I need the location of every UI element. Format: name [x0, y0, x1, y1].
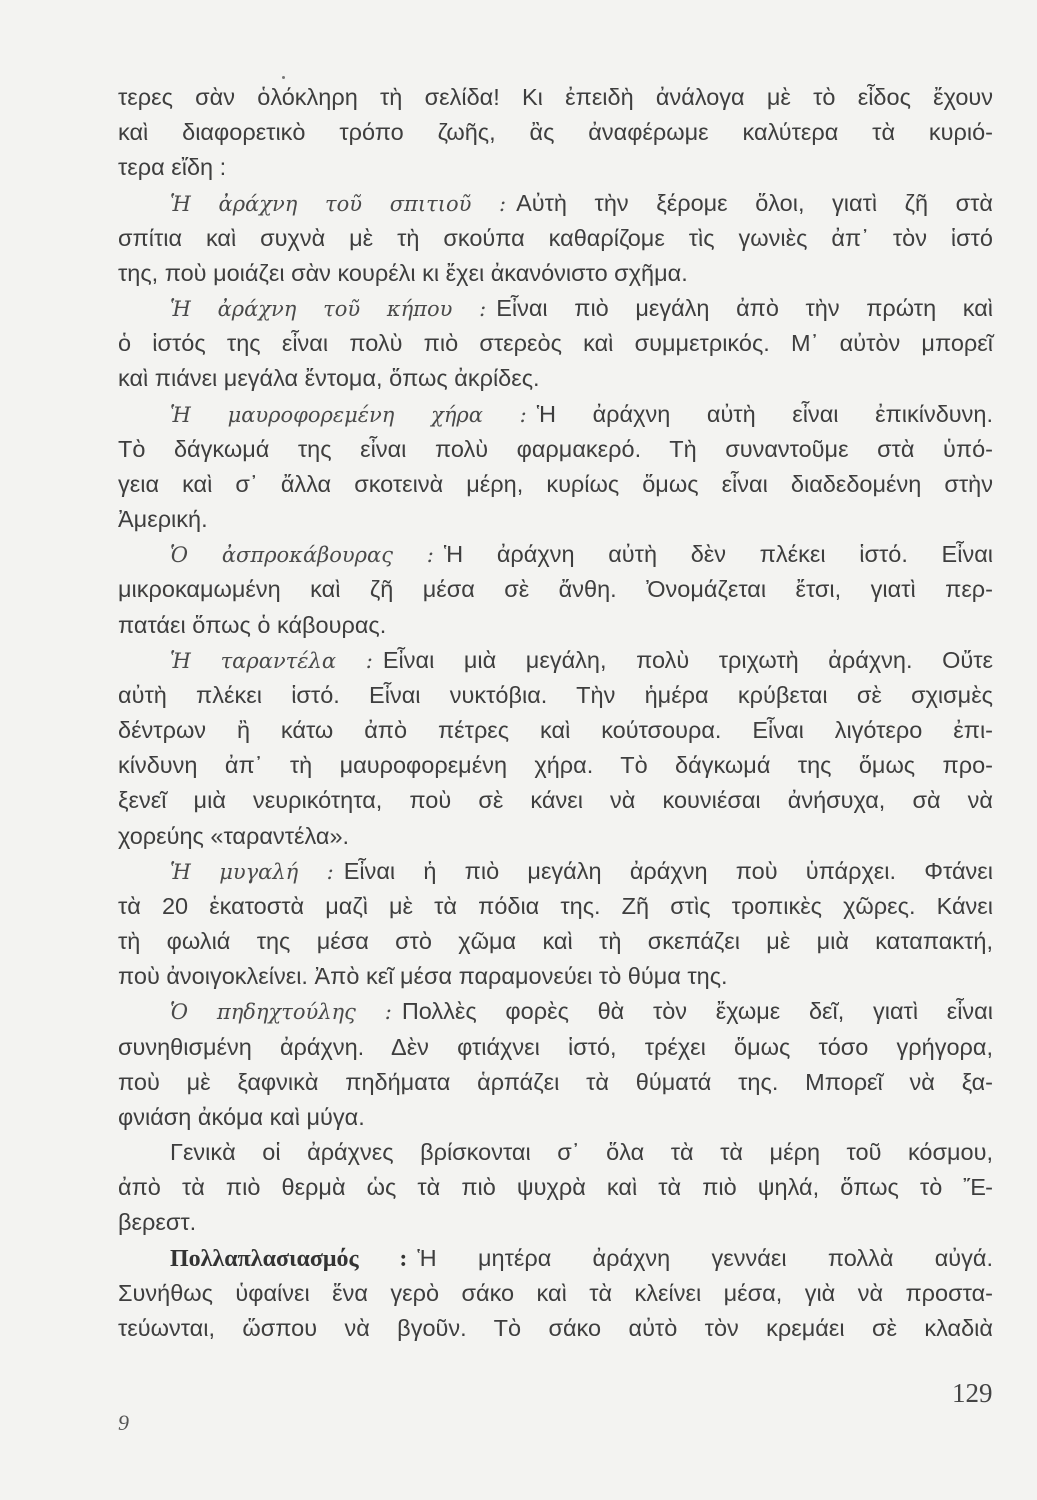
- text-line: [118, 537, 993, 572]
- line-text: Πολλὲς φορὲς θὰ τὸν ἔχωμε δεῖ, γιατὶ εἶναι: [401, 998, 993, 1025]
- line-text: καὶ διαφορετικὸ τρόπο ζωῆς, ἂς ἀναφέρωμε καλύτερα τὰ κυριό-: [118, 119, 993, 146]
- signature-mark: 9: [118, 1410, 129, 1435]
- text-line: [118, 1241, 993, 1276]
- line-text: ποὺ μὲ ξαφνικὰ πηδήματα ἁρπάζει τὰ θύματά της. Μπορεῖ νὰ ξα-: [118, 1068, 993, 1095]
- line-text: κίνδυνη ἀπ᾽ τὴ μαυροφορεμένη χήρα. Τὸ δάγκωμά της ὅμως προ-: [118, 752, 993, 779]
- line-text: δέντρων ἢ κάτω ἀπὸ πέτρες καὶ κούτσουρα. Εἶναι λιγότερο ἐπι-: [118, 717, 993, 744]
- line-text: φνιάση ἀκόμα καὶ μύγα.: [118, 1103, 365, 1130]
- line-text: Εἶναι μιὰ μεγάλη, πολὺ τριχωτὴ ἀράχνη. Οὔτε: [382, 646, 993, 673]
- line-text: σπίτια καὶ συχνὰ μὲ τὴ σκούπα καθαρίζομε τὶς γωνιὲς ἀπ᾽ τὸν ἱστό: [118, 224, 993, 251]
- text-line: [118, 1205, 993, 1240]
- line-text: Ἡ ἀράχνη αὐτὴ δὲν πλέκει ἱστό. Εἶναι: [443, 541, 993, 568]
- text-line: [118, 1100, 993, 1135]
- text-line: [118, 80, 993, 115]
- text-line: [118, 361, 993, 396]
- line-text: τερα εἴδη :: [118, 154, 227, 181]
- text-line: [118, 1030, 993, 1065]
- line-text: γεια καὶ σ᾽ ἄλλα σκοτεινὰ μέρη, κυρίως ὅμως εἶναι διαδεδομένη στὴν: [118, 470, 993, 497]
- line-text: Εἶναι ἡ πιὸ μεγάλη ἀράχνη ποὺ ὑπάρχει. Φτάνει: [343, 857, 993, 884]
- text-line: [118, 1170, 993, 1205]
- text-line: [118, 186, 993, 221]
- line-text: της, ποὺ μοιάζει σὰν κουρέλι κι ἔχει ἀκανόνιστο σχῆμα.: [118, 259, 688, 286]
- line-text: Ἡ ἀράχνη αὐτὴ εἶναι ἐπικίνδυνη.: [536, 400, 993, 427]
- text-line: [118, 502, 993, 537]
- section-label: Ἡ μαυροφορεμένη χήρα :: [170, 402, 527, 427]
- text-line: [118, 291, 993, 326]
- text-line: [118, 221, 993, 256]
- line-text: Γενικὰ οἱ ἀράχνες βρίσκονται σ᾽ ὅλα τὰ τὰ μέρη τοῦ κόσμου,: [170, 1139, 993, 1166]
- text-line: [118, 889, 993, 924]
- text-line: [118, 783, 993, 818]
- section-label: Πολλαπλασιασμός :: [170, 1245, 408, 1272]
- line-text: καὶ πιάνει μεγάλα ἔντομα, ὅπως ἀκρίδες.: [118, 365, 540, 392]
- section-label: Ὁ πηδηχτούλης :: [170, 1000, 392, 1025]
- print-speck: [282, 76, 285, 79]
- text-line: [118, 1311, 993, 1346]
- line-text: χορεύης «ταραντέλα».: [118, 822, 350, 849]
- text-line: [118, 572, 993, 607]
- line-text: τὴ φωλιά της μέσα στὸ χῶμα καὶ τὴ σκεπάζει μὲ μιὰ καταπακτή,: [118, 928, 993, 955]
- line-text: Ἡ μητέρα ἀράχνη γεννάει πολλὰ αὐγά.: [417, 1244, 993, 1271]
- line-text: ἀπὸ τὰ πιὸ θερμὰ ὡς τὰ πιὸ ψυχρὰ καὶ τὰ πιὸ ψηλά, ὅπως τὸ Ἔ-: [118, 1174, 993, 1201]
- text-line: [118, 467, 993, 502]
- line-text: τὰ 20 ἑκατοστὰ μαζὶ μὲ τὰ πόδια της. Ζῆ στὶς τροπικὲς χῶρες. Κάνει: [118, 892, 993, 919]
- line-text: αὐτὴ πλέκει ἱστό. Εἶναι νυκτόβια. Τὴν ἡμέρα κρύβεται σὲ σχισμὲς: [118, 681, 993, 708]
- text-line: [118, 678, 993, 713]
- section-label: Ἡ ἀράχνη τοῦ κήπου :: [170, 297, 487, 322]
- line-text: ξενεῖ μιὰ νευρικότητα, ποὺ σὲ κάνει νὰ κουνιέσαι ἀνήσυχα, σὰ νὰ: [118, 787, 993, 814]
- text-line: [118, 854, 993, 889]
- text-line: [118, 326, 993, 361]
- text-line: [118, 748, 993, 783]
- text-line: [118, 1135, 993, 1170]
- page-number: 129: [952, 1378, 993, 1408]
- section-label: Ὁ ἀσπροκάβουρας :: [170, 543, 434, 568]
- text-line: [118, 819, 993, 854]
- line-text: Συνήθως ὑφαίνει ἕνα γερὸ σάκο καὶ τὰ κλείνει μέσα, γιὰ νὰ προστα-: [118, 1279, 993, 1306]
- line-text: τεύωνται, ὥσπου νὰ βγοῦν. Τὸ σάκο αὐτὸ τὸν κρεμάει σὲ κλαδιὰ: [118, 1314, 993, 1341]
- line-text: τερες σὰν ὁλόκληρη τὴ σελίδα! Κι ἐπειδὴ ἀνάλογα μὲ τὸ εἶδος ἔχουν: [118, 84, 993, 110]
- section-label: Ἡ ταραντέλα :: [170, 648, 373, 673]
- text-line: [118, 994, 993, 1029]
- line-text: Εἶναι πιὸ μεγάλη ἀπὸ τὴν πρώτη καὶ: [496, 295, 994, 322]
- line-text: βερεστ.: [118, 1209, 197, 1236]
- line-text: ὁ ἱστός της εἶναι πολὺ πιὸ στερεὸς καὶ συμμετρικός. Μ᾽ αὐτὸν μπορεῖ: [118, 330, 993, 357]
- text-line: [118, 643, 993, 678]
- line-text: μικροκαμωμένη καὶ ζῆ μέσα σὲ ἄνθη. Ὀνομάζεται ἔτσι, γιατὶ περ-: [118, 576, 993, 603]
- text-line: [118, 713, 993, 748]
- section-label: Ἡ ἀράχνη τοῦ σπιτιοῦ :: [170, 191, 507, 216]
- line-text: ποὺ ἀνοιγοκλείνει. Ἀπὸ κεῖ μέσα παραμονεύει τὸ θύμα της.: [118, 963, 728, 990]
- line-text: Τὸ δάγκωμά της εἶναι πολὺ φαρμακερό. Τὴ συναντοῦμε στὰ ὑπό-: [118, 435, 993, 462]
- text-line: [118, 115, 993, 150]
- line-text: συνηθισμένη ἀράχνη. Δὲν φτιάχνει ἱστό, τρέχει ὅμως τόσο γρήγορα,: [118, 1033, 993, 1060]
- text-line: [118, 608, 993, 643]
- text-line: [118, 1276, 993, 1311]
- text-line: [118, 432, 993, 467]
- section-label: Ἡ μυγαλή :: [170, 859, 334, 884]
- line-text: Αὐτὴ τὴν ξέρομε ὅλοι, γιατὶ ζῆ στὰ: [516, 189, 993, 216]
- text-line: [118, 1065, 993, 1100]
- line-text: πατάει ὅπως ὁ κάβουρας.: [118, 611, 387, 638]
- text-line: [118, 924, 993, 959]
- text-line: [118, 150, 993, 185]
- line-text: Ἀμερική.: [118, 506, 208, 533]
- text-line: [118, 397, 993, 432]
- text-line: [118, 959, 993, 994]
- text-line: [118, 256, 993, 291]
